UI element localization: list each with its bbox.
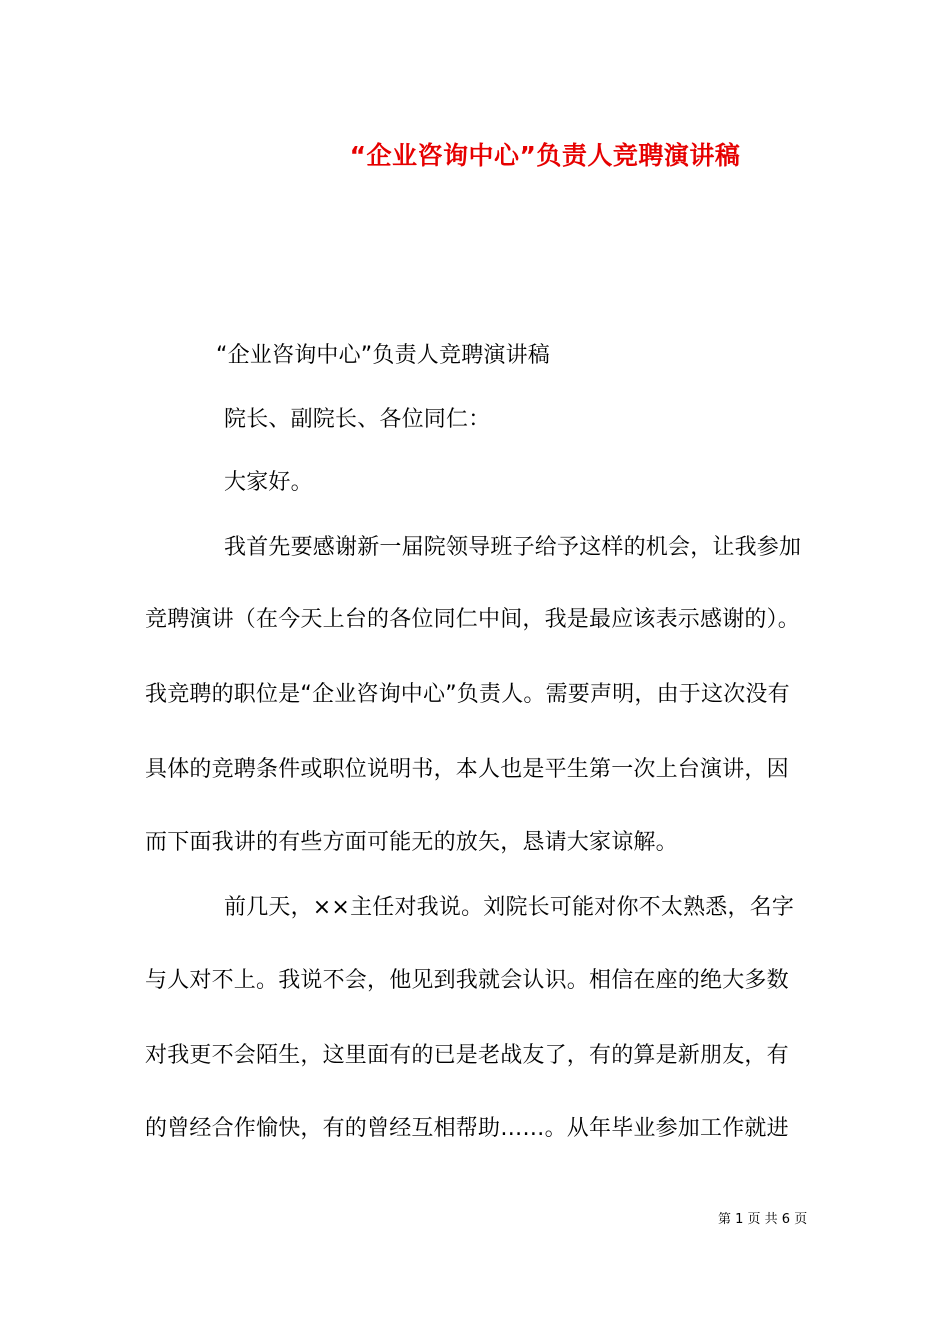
paragraph1-line1: 我首先要感谢新一届院领导班子给予这样的机会，让我参加 — [224, 535, 802, 560]
paragraph2-line3: 对我更不会陌生，这里面有的已是老战友了，有的算是新朋友，有 — [145, 1043, 789, 1068]
salutation: 院长、副院长、各位同仁： — [224, 407, 491, 432]
greeting: 大家好。 — [224, 470, 313, 495]
paragraph1-line3: 我竞聘的职位是“企业咨询中心”负责人。需要声明，由于这次没有 — [145, 682, 790, 707]
paragraph1-line2: 竞聘演讲（在今天上台的各位同仁中间，我是最应该表示感谢的）。 — [145, 607, 801, 632]
paragraph2-line4: 的曾经合作愉快，有的曾经互相帮助……。从年毕业参加工作就进 — [145, 1116, 789, 1141]
paragraph1-line4: 具体的竞聘条件或职位说明书，本人也是平生第一次上台演讲，因 — [145, 757, 789, 782]
document-title: “企业咨询中心”负责人竞聘演讲稿 — [349, 141, 741, 170]
page-number: 第 1 页 共 6 页 — [718, 1212, 808, 1227]
paragraph1-line5: 而下面我讲的有些方面可能无的放矢，恳请大家谅解。 — [145, 830, 678, 855]
paragraph2-line2: 与人对不上。我说不会，他见到我就会认识。相信在座的绝大多数 — [145, 968, 789, 993]
document-subtitle: “企业咨询中心”负责人竞聘演讲稿 — [216, 343, 550, 368]
paragraph2-line1: 前几天，××主任对我说。刘院长可能对你不太熟悉，名字 — [224, 895, 795, 920]
